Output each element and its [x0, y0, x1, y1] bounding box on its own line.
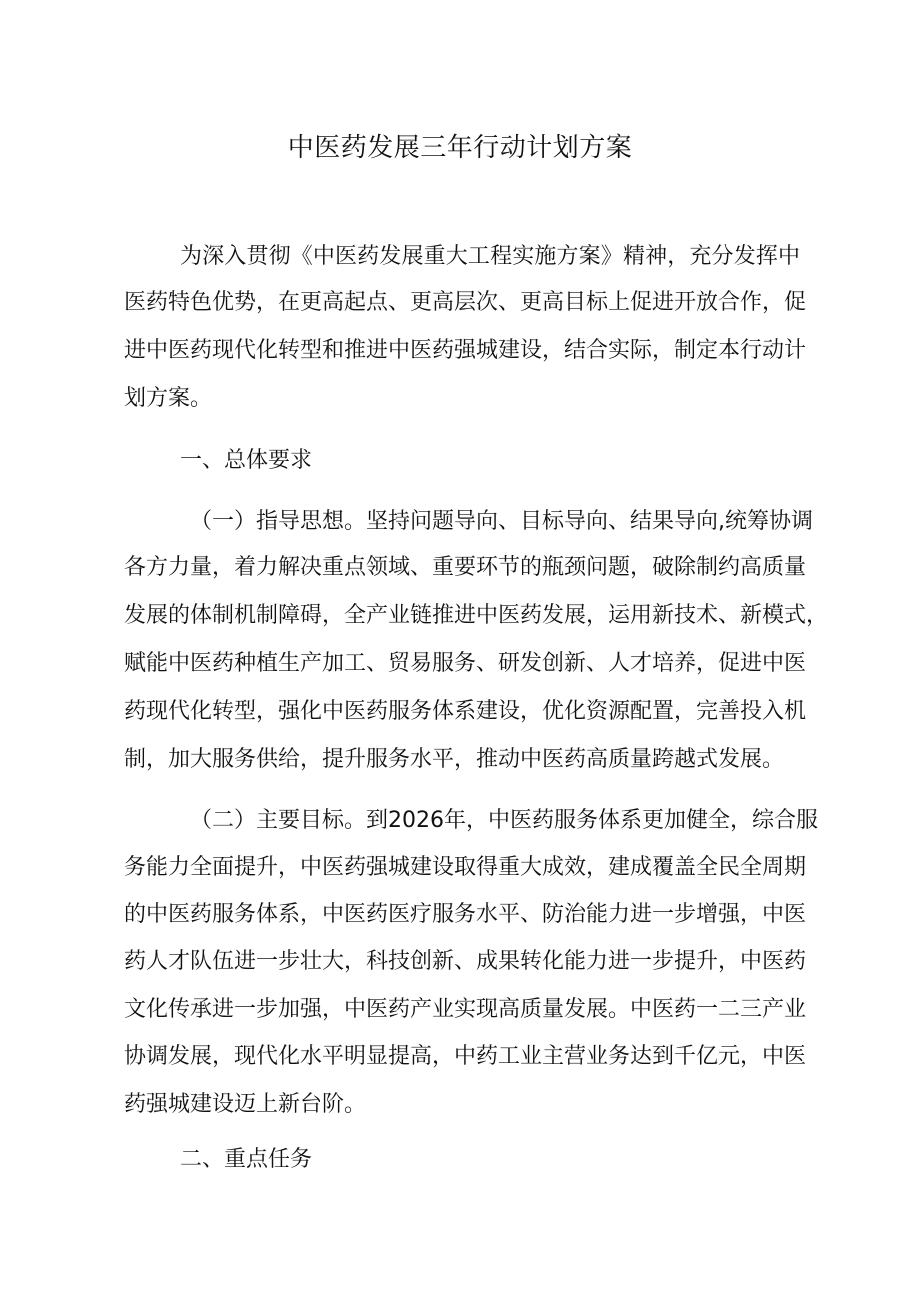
para2-line-1: （二）主要目标。到2026年，中医药服务体系更加健全，综合服	[190, 808, 818, 833]
para1-line-2: 各方力量，着力解决重点领域、重要环节的瓶颈问题，破除制约高质量	[124, 555, 807, 580]
para1-line-6: 制，加大服务供给，提升服务水平，推动中医药高质量跨越式发展。	[124, 747, 785, 772]
para2-line-4: 药人才队伍进一步壮大，科技创新、成果转化能力进一步提升，中医药	[124, 949, 807, 974]
para2-line-7: 药强城建设迈上新台阶。	[124, 1092, 367, 1117]
intro-line-3: 进中医药现代化转型和推进中医药强城建设，结合实际，制定本行动计	[124, 338, 807, 363]
para2-line-3: 的中医药服务体系，中医药医疗服务水平、防治能力进一步增强，中医	[124, 902, 807, 927]
document-title: 中医药发展三年行动计划方案	[287, 133, 633, 163]
para2-line-2: 务能力全面提升，中医药强城建设取得重大成效，建成覆盖全民全周期	[124, 855, 807, 880]
intro-line-4: 划方案。	[124, 386, 213, 411]
para2-line-5: 文化传承进一步加强，中医药产业实现高质量发展。中医药一二三产业	[124, 997, 807, 1022]
para1-line-1: （一）指导思想。坚持问题导向、目标导向、结果导向,统筹协调	[190, 509, 813, 534]
intro-line-1: 为深入贯彻《中医药发展重大工程实施方案》精神，充分发挥中	[180, 244, 800, 269]
section-heading-2: 二、重点任务	[180, 1147, 313, 1172]
para2-line-6: 协调发展，现代化水平明显提高，中药工业主营业务达到千亿元，中医	[124, 1044, 807, 1069]
section-heading-1: 一、总体要求	[180, 448, 313, 473]
para1-line-5: 药现代化转型，强化中医药服务体系建设，优化资源配置，完善投入机	[124, 699, 807, 724]
para1-line-4: 赋能中医药种植生产加工、贸易服务、研发创新、人才培养，促进中医	[124, 651, 807, 676]
para1-line-3: 发展的体制机制障碍，全产业链推进中医药发展，运用新技术、新模式，	[124, 603, 829, 628]
intro-line-2: 医药特色优势，在更高起点、更高层次、更高目标上促进开放合作，促	[124, 290, 807, 315]
